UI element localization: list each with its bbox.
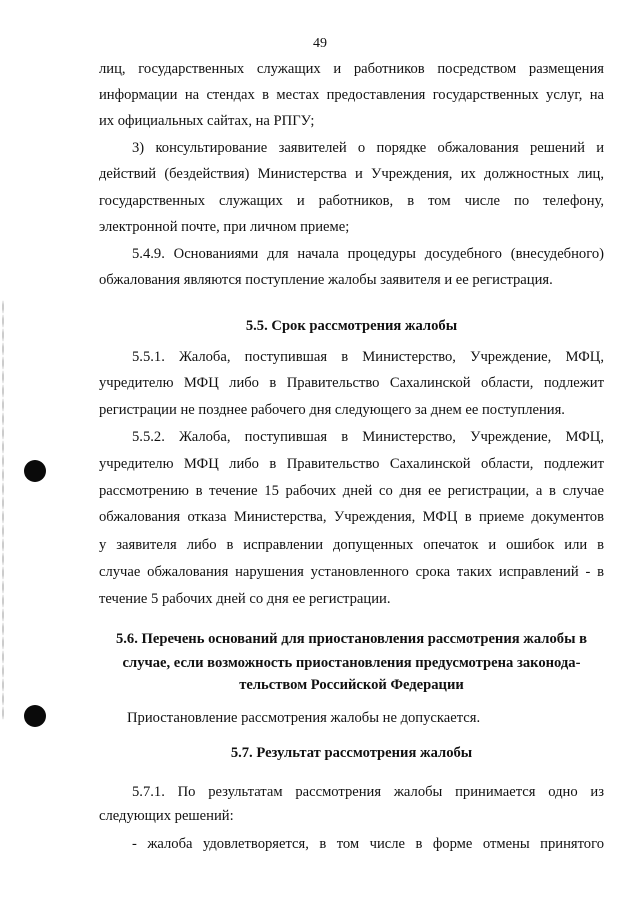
text-line: 5.5.1. Жалоба, поступившая в Министерство, Учреждение, МФЦ,: [132, 349, 604, 365]
text-line: электронной почте, при личном приеме;: [99, 219, 350, 235]
scan-edge-artifact: [2, 300, 4, 720]
text-line: Приостановление рассмотрения жалобы не допускается.: [127, 710, 481, 726]
text-line: информации на стендах в местах предоставления государственных услуг, на: [99, 87, 604, 103]
text-line: 5.7.1. По результатам рассмотрения жалобы принимается одно из: [132, 784, 604, 800]
section-heading: случае, если возможность приостановления предусмотрена законода-: [122, 655, 581, 671]
punch-hole: [24, 460, 46, 482]
text-line: учредителю МФЦ либо в Правительство Сахалинской области, подлежит: [99, 456, 604, 472]
text-line: регистрации не позднее рабочего дня следующего за днем ее поступления.: [99, 402, 565, 418]
text-line: у заявителя либо в исправлении допущенных опечаток и ошибок или в: [99, 537, 604, 553]
text-line: случае обжалования нарушения установленного срока таких исправлений - в: [99, 564, 604, 580]
text-line: 5.5.2. Жалоба, поступившая в Министерство, Учреждение, МФЦ,: [132, 429, 604, 445]
text-line: 5.4.9. Основаниями для начала процедуры досудебного (внесудебного): [132, 246, 604, 262]
text-line: рассмотрению в течение 15 рабочих дней со дня ее регистрации, а в случае: [99, 483, 604, 499]
text-line: обжалования являются поступление жалобы заявителя и ее регистрация.: [99, 272, 553, 288]
section-heading: 5.5. Срок рассмотрения жалобы: [245, 318, 458, 334]
text-line: их официальных сайтах, на РПГУ;: [99, 113, 315, 129]
text-line: следующих решений:: [99, 808, 234, 824]
section-heading: тельством Российской Федерации: [239, 677, 464, 693]
section-heading: 5.7. Результат рассмотрения жалобы: [230, 745, 473, 761]
section-heading: 5.6. Перечень оснований для приостановления рассмотрения жалобы в: [115, 631, 587, 647]
text-line: обжалования отказа Министерства, Учреждения, МФЦ в приеме документов: [99, 509, 604, 525]
page-number: 49: [313, 36, 327, 51]
text-line: государственных служащих и работников, в том числе по телефону,: [99, 193, 604, 209]
text-line: действий (бездействия) Министерства и Учреждения, их должностных лиц,: [99, 166, 604, 182]
text-line: лиц, государственных служащих и работников посредством размещения: [99, 61, 604, 77]
text-line: учредителю МФЦ либо в Правительство Сахалинской области, подлежит: [99, 375, 604, 391]
text-line: течение 5 рабочих дней со дня ее регистрации.: [99, 591, 391, 607]
text-line: 3) консультирование заявителей о порядке обжалования решений и: [132, 140, 604, 156]
text-line: - жалоба удовлетворяется, в том числе в форме отмены принятого: [132, 836, 604, 852]
punch-hole: [24, 705, 46, 727]
